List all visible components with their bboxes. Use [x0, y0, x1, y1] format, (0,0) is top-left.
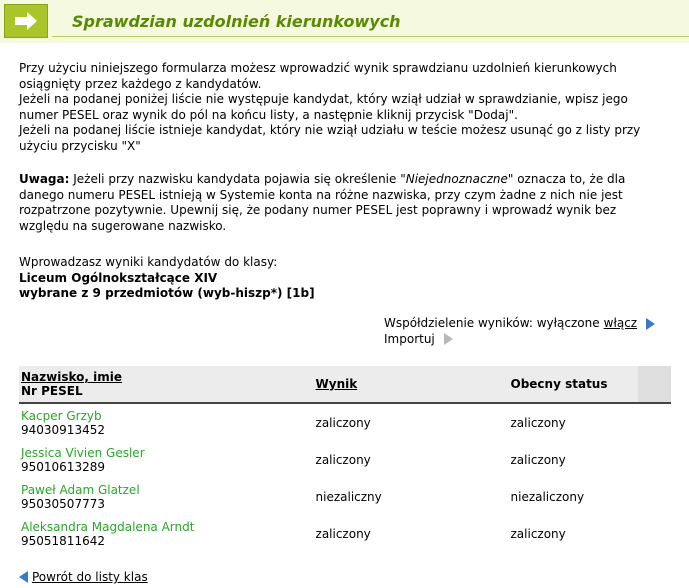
warning-label: Uwaga: [19, 172, 70, 186]
cell-status: zaliczony [510, 415, 566, 430]
column-header-result [314, 366, 509, 403]
warning-text-a: Jeżeli przy nazwisku kandydata pojawia się określenie " [69, 172, 406, 186]
class-info-intro: Wprowadzasz wyniki kandydatów do klasy: [19, 255, 278, 269]
candidates-table [19, 366, 671, 552]
header-divider [52, 36, 689, 37]
class-info [19, 255, 315, 302]
cell-actions [638, 403, 671, 441]
import-label: Importuj [384, 331, 435, 346]
table-header-row [19, 366, 671, 403]
import-row [384, 332, 655, 348]
column-header-status: Obecny status [509, 366, 639, 403]
table-row [19, 478, 671, 515]
arrow-right-icon [4, 4, 48, 38]
intro-paragraph-1: Przy użyciu niniejszego formularza możesz wprowadzić wynik sprawdzianu uzdolnień kierunkowych osiągnięty przez każdego z kandydatów. [19, 61, 617, 91]
warning-term: Niejednoznaczne [405, 172, 508, 186]
column-header-actions [638, 366, 671, 403]
arrow-right-icon[interactable] [646, 318, 655, 330]
sharing-status: Współdzielenie wyników: wyłączone [384, 316, 600, 330]
cell-result: niezaliczny [315, 489, 382, 504]
back-to-classes-link[interactable]: Powrót do listy klas [32, 570, 148, 584]
arrow-left-icon[interactable] [19, 571, 28, 583]
sort-by-result-link[interactable]: Wynik [315, 377, 358, 391]
table-row [19, 403, 671, 441]
candidate-pesel: 95030507773 [21, 496, 105, 511]
intro-text [19, 61, 669, 154]
intro-paragraph-2: Jeżeli na podanej poniżej liście nie występuje kandydat, który wziął udział w sprawdzianie, wpisz jego numer PESEL oraz wynik do pól na końcu listy, a następnie kliknij przycisk "Dodaj". [19, 92, 628, 122]
candidate-name-link[interactable]: Jessica Vivien Gesler [21, 445, 145, 460]
warning-text-b: " oznacza to, że dla danego numeru PESEL istnieją w Systemie konta na różne nazwiska, przy czym żadne z nich nie jest rozpatrzone pozytywnie. Upewnij się, że podany numer PESEL jest poprawny i wprowadź wynik bez względu na sugerowane nazwisko. [19, 172, 626, 233]
candidate-name-link[interactable]: Aleksandra Magdalena Arndt [21, 519, 195, 534]
candidate-name-link[interactable]: Kacper Grzyb [21, 408, 102, 423]
column-header-pesel: Nr PESEL [21, 384, 83, 398]
cell-name [19, 515, 314, 552]
sharing-panel [384, 316, 655, 347]
cell-name [19, 478, 314, 515]
candidate-pesel: 95010613289 [21, 459, 105, 474]
sort-by-name-link[interactable]: Nazwisko, imie [21, 370, 122, 384]
warning-note [19, 172, 669, 234]
class-school: Liceum Ogólnokształcące XIV [19, 270, 218, 285]
sharing-row [384, 316, 655, 332]
import-arrow-icon [444, 333, 453, 345]
cell-status: zaliczony [510, 452, 566, 467]
cell-result: zaliczony [315, 526, 371, 541]
cell-result: zaliczony [315, 452, 371, 467]
cell-actions [638, 515, 671, 552]
cell-status: niezaliczony [510, 489, 585, 504]
back-navigation [19, 570, 148, 584]
class-name: wybrane z 9 przedmiotów (wyb-hiszp*) [1b] [19, 286, 315, 300]
enable-sharing-link[interactable]: włącz [603, 316, 638, 330]
candidate-pesel: 94030913452 [21, 422, 105, 437]
cell-name [19, 403, 314, 441]
column-header-name [19, 366, 314, 403]
table-row [19, 515, 671, 552]
cell-actions [638, 441, 671, 478]
table-row [19, 441, 671, 478]
cell-actions [638, 478, 671, 515]
candidate-pesel: 95051811642 [21, 533, 105, 548]
page-title: Sprawdzian uzdolnień kierunkowych [72, 12, 401, 31]
cell-result: zaliczony [315, 415, 371, 430]
page-header [0, 0, 689, 43]
intro-paragraph-3: Jeżeli na podanej liście istnieje kandydat, który nie wziął udziału w teście możesz usunąć go z listy przy użyciu przycisku "X" [19, 123, 641, 153]
cell-name [19, 441, 314, 478]
candidate-name-link[interactable]: Paweł Adam Glatzel [21, 482, 140, 497]
cell-status: zaliczony [510, 526, 566, 541]
